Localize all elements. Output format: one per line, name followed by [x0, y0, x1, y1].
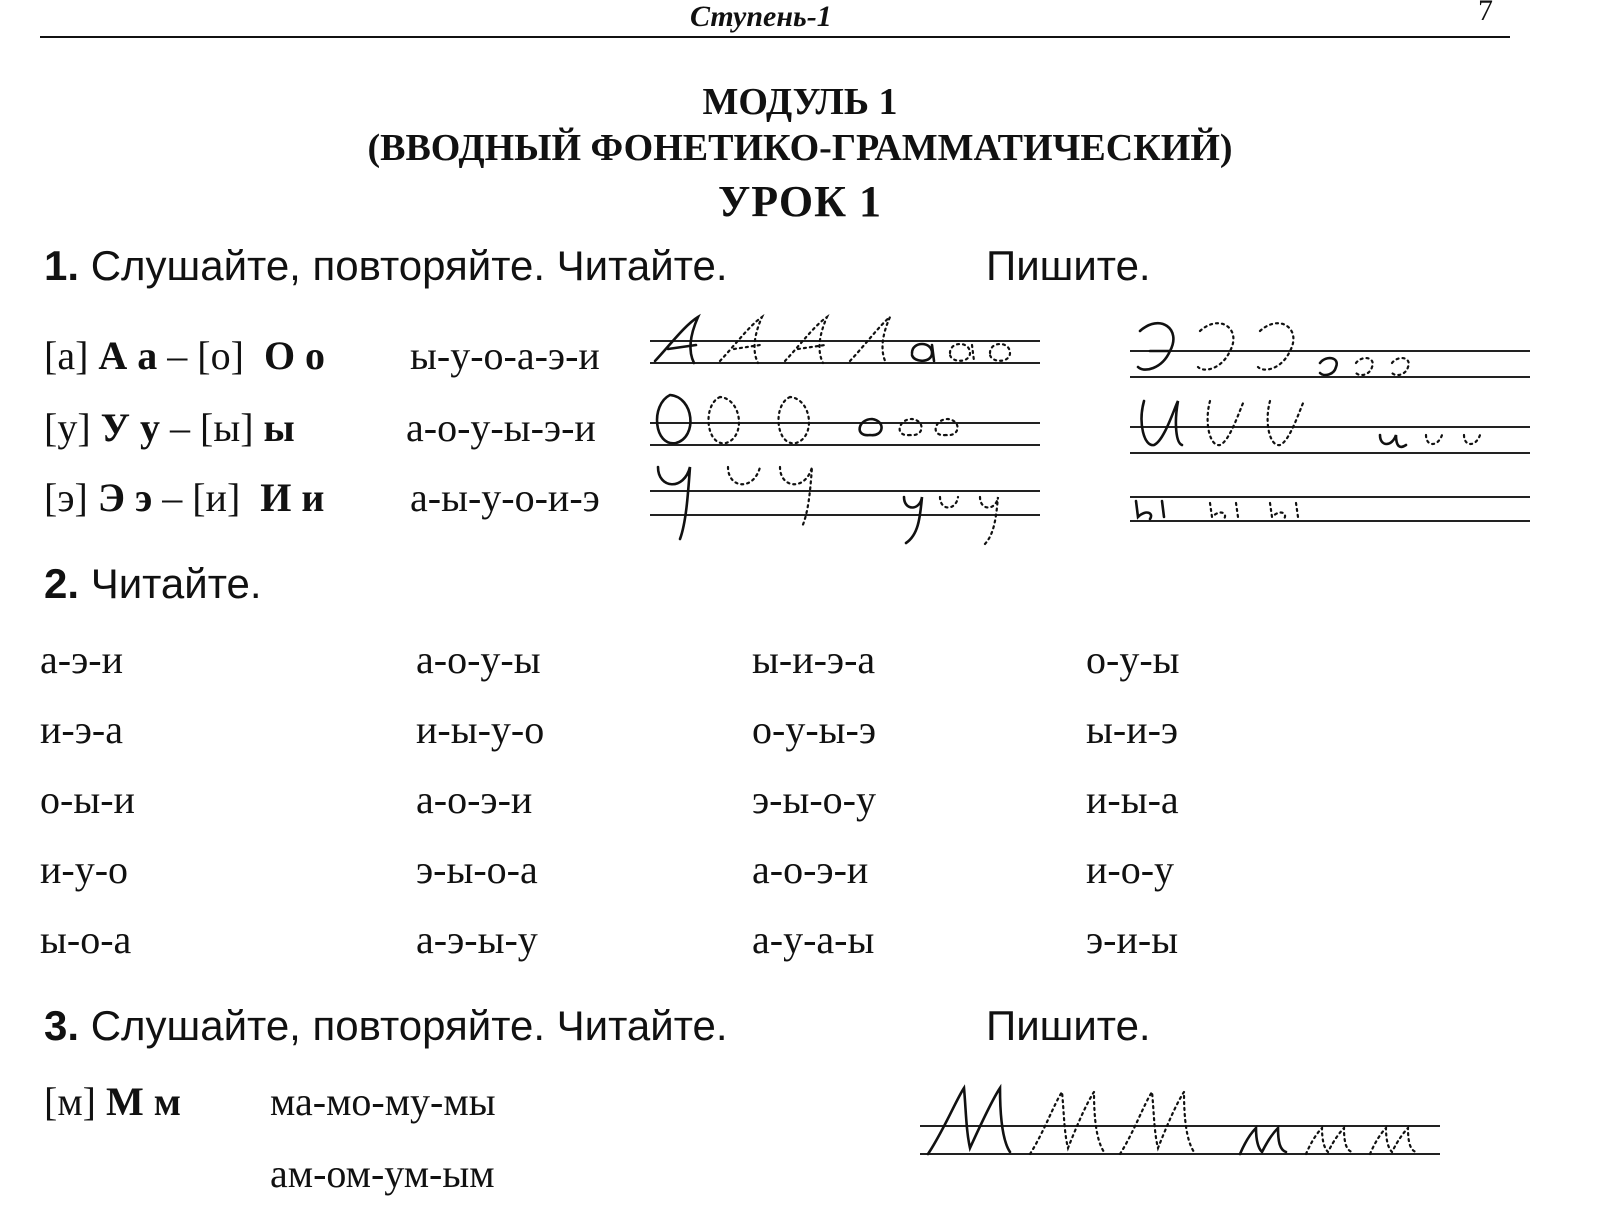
ruled-lines: [920, 1126, 1440, 1154]
grid-cell: а-э-и: [40, 637, 123, 682]
letters-1: А а: [98, 333, 158, 378]
cursive-m: [928, 1088, 1416, 1154]
grid-cell: ы-и-э-а: [752, 637, 876, 682]
dash: –: [170, 405, 190, 450]
grid-cell: э-ы-о-у: [752, 777, 877, 822]
letters-2: ы: [263, 405, 295, 450]
letters-1: Э э: [97, 475, 153, 520]
cursive-i: [1142, 401, 1480, 447]
grid-cell: а-э-ы-у: [416, 917, 538, 962]
task3-heading: [44, 1002, 728, 1050]
task3-instruction: Слушайте, повторяйте. Читайте.: [90, 1002, 728, 1049]
sequence-1: ы-у-о-а-э-и: [410, 333, 600, 378]
grid-cell: э-и-ы: [1086, 917, 1179, 962]
sound-2: [о]: [197, 333, 244, 378]
letters: М м: [105, 1079, 181, 1124]
grid-cell: и-о-у: [1086, 847, 1175, 892]
dash: –: [162, 475, 183, 520]
task1-instruction: Слушайте, повторяйте. Читайте.: [90, 242, 728, 289]
cursive-o: [657, 395, 958, 443]
grid-cell: э-ы-о-а: [416, 847, 538, 892]
cursive-y: [1136, 501, 1298, 519]
letters-1: У у: [100, 405, 160, 450]
handwriting-practice-left: [650, 305, 1050, 565]
grid-cell: а-о-у-ы: [416, 637, 541, 682]
header-rule: [40, 36, 1510, 38]
handwriting-practice-right: [1130, 305, 1540, 535]
grid-cell: и-ы-у-о: [416, 707, 545, 752]
cursive-e: [1138, 323, 1409, 375]
syllables-1: ма-мо-му-мы: [270, 1079, 496, 1124]
grid-cell: ы-и-э: [1086, 707, 1179, 752]
grid-cell: а-о-э-и: [752, 847, 869, 892]
grid-cell: о-у-ы: [1086, 637, 1180, 682]
task2-instruction: Читайте.: [90, 560, 262, 607]
cursive-u: [658, 467, 998, 545]
lesson-title: УРОК 1: [717, 177, 883, 226]
task2-heading: [44, 560, 262, 608]
task1-row-1: [44, 332, 325, 379]
letters-2: О о: [263, 333, 326, 378]
sequence-3: а-ы-у-о-и-э: [410, 475, 600, 520]
grid-cell: а-о-э-и: [416, 777, 533, 822]
grid-cell: а-у-а-ы: [752, 917, 875, 962]
sound-2: [и]: [192, 475, 241, 520]
grid-cell: о-ы-и: [40, 777, 135, 822]
task1-heading: [44, 242, 728, 290]
grid-cell: о-у-ы-э: [752, 707, 877, 752]
grid-cell: ы-о-а: [40, 917, 132, 962]
grid-cell: и-у-о: [40, 847, 129, 892]
module-subtitle: (ВВОДНЫЙ ФОНЕТИКО-ГРАММАТИЧЕСКИЙ): [367, 127, 1233, 169]
running-title: Ступень-1: [690, 0, 832, 33]
sound: [м]: [44, 1079, 96, 1124]
task1-row-2: [44, 404, 295, 451]
grid-cell: и-ы-а: [1086, 777, 1179, 822]
sequence-2: а-о-у-ы-э-и: [406, 405, 596, 450]
sound-1: [э]: [44, 475, 88, 520]
page-number: 7: [1478, 0, 1493, 27]
task3-number: 3.: [44, 1002, 80, 1049]
task1-row-3: [44, 474, 324, 521]
module-title: МОДУЛЬ 1: [702, 81, 898, 123]
dash: –: [167, 333, 188, 378]
sound-2: [ы]: [200, 405, 254, 450]
syllables-2: ам-ом-ум-ым: [270, 1151, 495, 1196]
handwriting-practice-m: [920, 1070, 1450, 1180]
letters-2: И и: [260, 475, 325, 520]
task1-number: 1.: [44, 242, 80, 289]
sound-1: [а]: [44, 333, 89, 378]
ruled-lines: [1130, 351, 1530, 521]
sound-1: [у]: [44, 405, 91, 450]
task1-write-label: Пишите.: [986, 242, 1151, 289]
ruled-lines: [650, 341, 1040, 515]
task3-letter-row: [44, 1078, 181, 1125]
task3-write-label: Пишите.: [986, 1002, 1151, 1049]
grid-cell: и-э-а: [40, 707, 123, 752]
task2-number: 2.: [44, 560, 80, 607]
